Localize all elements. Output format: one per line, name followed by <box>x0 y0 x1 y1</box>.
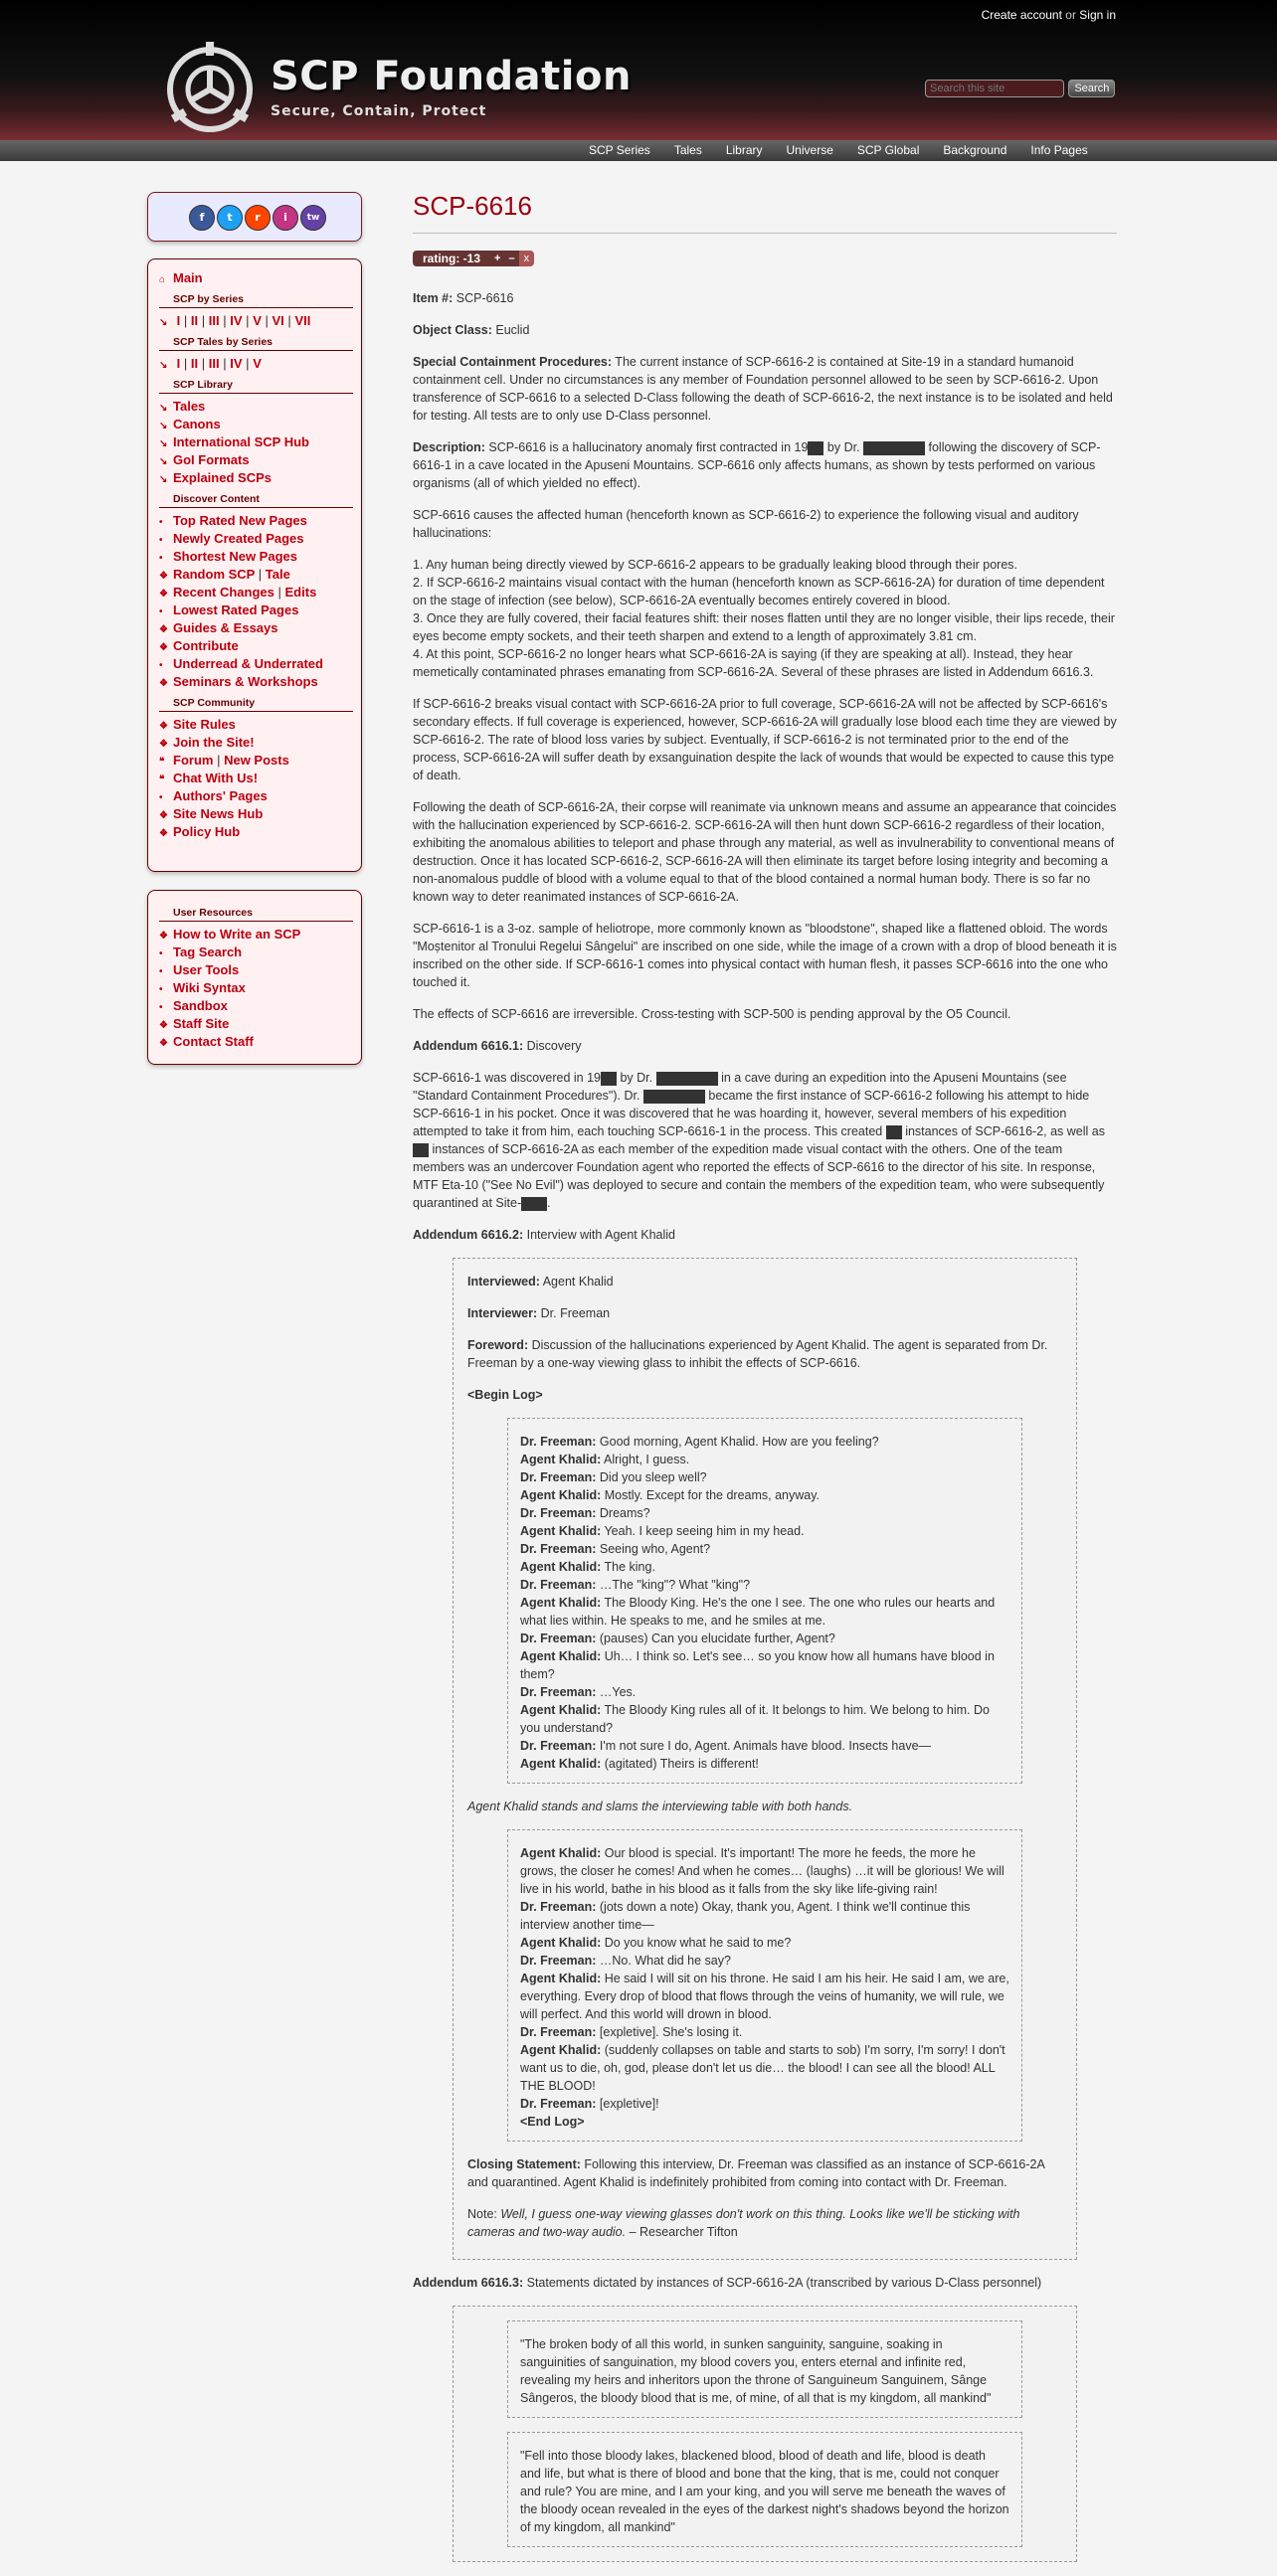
log-line: Agent Khalid: (suddenly collapses on table and starts to sob) I'm sorry, I'm sorry! I don't want us to die, oh, god, please don't let us die… the blood! I can see all the blood! ALL THE BLOOD! <box>520 2043 1005 2093</box>
series-6-link[interactable]: VI <box>272 313 284 328</box>
following-paragraph: Following the death of SCP-6616-2A, their corpse will reanimate via unknown means and assume an appearance that coincides with the hallucination experienced by SCP-6616-2. SCP-6616-2A will then hunt down SCP-6616-2 regardless of their location, exhibiting the anomalous abilities to teleport and phase through any material, as well as invulnerability to conventional means of destruction. Once it has located SCP-6616-2, SCP-6616-2A will then eliminate its target before losing integrity and becoming a non-anomalous puddle of blood with a volume equal to that of the blood contained a normal human body. There is so far no known way to deter reanimated instances of SCP-6616-2A. <box>413 800 1117 904</box>
social-box <box>147 192 362 242</box>
series-3-link[interactable]: III <box>208 313 220 328</box>
menu-lowest-rated[interactable]: • Lowest Rated Pages <box>159 601 353 619</box>
edits-link[interactable]: Edits <box>284 585 317 600</box>
log-line: Dr. Freeman: (jots down a note) Okay, thank you, Agent. I think we'll continue this interview another time— <box>520 1900 971 1932</box>
bullet-icon: ↘ <box>159 403 168 414</box>
interviewer: Interviewer: Dr. Freeman <box>467 1306 611 1320</box>
slams-note: Agent Khalid stands and slams the interviewing table with both hands. <box>467 1800 853 1813</box>
menu-user-tools[interactable]: • User Tools <box>159 961 353 979</box>
rating-value: rating: -13 <box>413 251 490 266</box>
menu-sandbox[interactable]: • Sandbox <box>159 997 353 1015</box>
log-line: Dr. Freeman: I'm not sure I do, Agent. Animals have blood. Insects have— <box>520 1739 932 1753</box>
site-name[interactable]: SCP Foundation <box>271 54 632 99</box>
menu-head-resources: User Resources <box>159 907 353 922</box>
menu-library-canons[interactable]: ↘ Canons <box>159 416 353 433</box>
menu-policy-hub[interactable]: ❖ Policy Hub <box>159 823 353 841</box>
nav-library[interactable]: Library <box>725 143 763 157</box>
menu-head-tales: SCP Tales by Series <box>159 336 353 351</box>
random-tale-link[interactable]: Tale <box>265 567 290 582</box>
diamond-icon: ❖ <box>159 810 168 821</box>
causes-paragraph: SCP-6616 causes the affected human (henceforth known as SCP-6616-2) to experience the following visual and auditory hallucinations: <box>413 508 1079 540</box>
rate-cancel-button[interactable]: x <box>519 251 535 266</box>
diamond-icon: ❖ <box>159 1038 168 1049</box>
interview-box <box>453 1258 1077 2260</box>
search-form <box>925 79 1115 97</box>
menu-site-rules[interactable]: ❖ Site Rules <box>159 716 353 734</box>
statements-box <box>453 2306 1077 2562</box>
tales-4-link[interactable]: IV <box>230 356 243 371</box>
log-line: Agent Khalid: The Bloody King. He's the one I see. The one who rules our hearts and what lies within. He speaks to me, and he smiles at me. <box>520 1596 996 1628</box>
addendum-1-heading: Addendum 6616.1: Discovery <box>413 1039 582 1053</box>
account-or: or <box>1061 8 1080 22</box>
bullet-icon: ↘ <box>159 317 168 328</box>
menu-underread[interactable]: • Underread & Underrated <box>159 655 353 673</box>
breaks-paragraph: If SCP-6616-2 breaks visual contact with SCP-6616-2A prior to full coverage, SCP-6616-2A will not be affected by SCP-6616's secondary effects. If full coverage is experienced, however, SCP-6616-2A will gradually lose blood each time they are viewed by SCP-6616-2. The rate of blood loss varies by subject. Eventually, if SCP-6616-2 is not terminated prior to the end of the process, SCP-6616-2A will suffer death by exsanguination despite the lack of wounds that would be expected to cause this type of death. <box>413 697 1117 782</box>
tales-3-link[interactable]: III <box>208 356 220 371</box>
log-line: Agent Khalid: Mostly. Except for the dreams, anyway. <box>520 1488 821 1502</box>
end-log: <End Log> <box>520 2115 585 2129</box>
speech-icon: ❝ <box>159 774 165 785</box>
nav-info-pages[interactable]: Info Pages <box>1030 143 1088 157</box>
recent-changes-link[interactable]: Recent Changes <box>173 585 274 600</box>
bullet-icon: • <box>159 606 163 617</box>
random-scp-link[interactable]: Random SCP <box>173 567 256 582</box>
bullet-icon: • <box>159 966 163 977</box>
series-5-link[interactable]: V <box>253 313 262 328</box>
log-line: Agent Khalid: Our blood is special. It's important! The more he feeds, the more he grows, the closer he comes! And when he comes… (laughs) …it will be glorious! We will live in his world, bathe in his blood as it falls from the sky like life-giving rain! <box>520 1846 1004 1896</box>
bullet-icon: • <box>159 517 163 528</box>
log-line: Agent Khalid: Do you know what he said to me? <box>520 1936 792 1950</box>
menu-contact-staff[interactable]: ❖ Contact Staff <box>159 1033 353 1051</box>
log-line: Agent Khalid: He said I will sit on his throne. He said I am his heir. He said I am, we are, everything. Every drop of blood that flows through the veins of humanity, we will rule, we will perfect. And this world will drown in blood. <box>520 1972 1009 2021</box>
twitter-icon[interactable]: t <box>217 205 243 231</box>
scp-logo-icon[interactable] <box>162 42 258 137</box>
log-line: Dr. Freeman: (pauses) Can you elucidate further, Agent? <box>520 1631 835 1645</box>
menu-main[interactable]: ⌂ Main <box>159 269 353 287</box>
menu-head-discover: Discover Content <box>159 493 353 508</box>
nav-scp-series[interactable]: SCP Series <box>589 143 650 157</box>
account-links <box>982 8 1116 22</box>
menu-head-series: SCP by Series <box>159 293 353 308</box>
diamond-icon: ❖ <box>159 624 168 635</box>
menu-seminars[interactable]: ❖ Seminars & Workshops <box>159 673 353 691</box>
description: Description: SCP-6616 is a hallucinatory anomaly first contracted in 19 by Dr. following the discovery of SCP-6616-1 in a cave located in the Apuseni Mountains. SCP-6616 only affects humans, as shown by tests performed on various organisms (all of which yielded no effect). <box>413 440 1101 490</box>
bullet-icon: ↘ <box>159 360 168 371</box>
nav-scp-global[interactable]: SCP Global <box>856 143 920 157</box>
reddit-icon[interactable]: r <box>245 205 271 231</box>
diamond-icon: ❖ <box>159 721 168 732</box>
item-number: Item #: SCP-6616 <box>413 291 514 305</box>
diamond-icon: ❖ <box>159 1020 168 1031</box>
redaction-block <box>643 1090 705 1104</box>
page-title: SCP-6616 <box>413 197 1117 234</box>
effects-paragraph: The effects of SCP-6616 are irreversible. Cross-testing with SCP-500 is pending approval by the O5 Council. <box>413 1007 1011 1021</box>
redaction-block <box>656 1072 718 1086</box>
search-input[interactable] <box>925 80 1064 97</box>
site-header <box>0 0 1277 140</box>
diamond-icon: ❖ <box>159 571 168 582</box>
diamond-icon: ❖ <box>159 739 168 750</box>
bullet-icon: ↘ <box>159 438 168 449</box>
researcher-note: Note: Well, I guess one-way viewing glasses don't work on this thing. Looks like we'll be sticking with cameras and two-way audio. – Researcher Tifton <box>467 2207 1020 2239</box>
new-posts-link[interactable]: New Posts <box>224 753 289 768</box>
instagram-icon[interactable]: i <box>273 205 298 231</box>
menu-contribute[interactable]: ❖ Contribute <box>159 637 353 655</box>
statement: "Fell into those bloody lakes, blackened blood, blood of death and life, blood is death and life, but what is there of blood and bone that the king, that is me, could not conquer and rule? You are mine, and I am your king, and you will serve me beneath the waves of the bloody ocean revealed in the eyes of the darkest night's shadows beyond the horizon of my kingdom, all mankind" <box>507 2432 1022 2547</box>
log-line: Dr. Freeman: Good morning, Agent Khalid. How are you feeling? <box>520 1435 879 1449</box>
interviewed: Interviewed: Agent Khalid <box>467 1275 614 1288</box>
log-line: Agent Khalid: The king. <box>520 1560 655 1574</box>
menu-tag-search[interactable]: • Tag Search <box>159 944 353 961</box>
closing-statement: Closing Statement: Following this interview, Dr. Freeman was classified as an instance of SCP-6616-2A and quarantined. Agent Khalid is indefinitely prohibited from coming into contact with Dr. Freeman. <box>467 2157 1045 2189</box>
bullet-icon: ↘ <box>159 474 168 485</box>
series-2-link[interactable]: II <box>190 313 199 328</box>
bullet-icon: • <box>159 535 163 546</box>
menu-wiki-syntax[interactable]: • Wiki Syntax <box>159 979 353 997</box>
menu-staff-site[interactable]: ❖ Staff Site <box>159 1015 353 1033</box>
log-line: Dr. Freeman: …Yes. <box>520 1685 637 1699</box>
menu-news-hub[interactable]: ❖ Site News Hub <box>159 805 353 823</box>
diamond-icon: ❖ <box>159 931 168 942</box>
object-class: Object Class: Euclid <box>413 323 530 337</box>
bullet-icon: • <box>159 660 163 671</box>
facebook-icon[interactable]: f <box>189 205 215 231</box>
log-line: Dr. Freeman: [expletive]. She's losing it. <box>520 2025 743 2039</box>
log-block-2 <box>507 1829 1022 2142</box>
foreword: Foreword: Discussion of the hallucinations experienced by Agent Khalid. The agent is separated from Dr. Freeman by a one-way viewing glass to inhibit the effects of SCP-6616. <box>467 1338 1048 1370</box>
log-line: Agent Khalid: The Bloody King rules all of it. It belongs to him. We belong to him. Do you understand? <box>520 1703 990 1735</box>
diamond-icon: ❖ <box>159 642 168 653</box>
menu-library-tales[interactable]: ↘ Tales <box>159 398 353 416</box>
home-icon: ⌂ <box>159 274 166 285</box>
redaction-block <box>413 1143 429 1157</box>
menu-how-to-write[interactable]: ❖ How to Write an SCP <box>159 926 353 944</box>
menu-head-community: SCP Community <box>159 697 353 712</box>
log-block-1 <box>507 1418 1022 1784</box>
log-line: Dr. Freeman: …No. What did he say? <box>520 1954 731 1968</box>
menu-shortest-new[interactable]: • Shortest New Pages <box>159 548 353 566</box>
addendum-3-heading: Addendum 6616.3: Statements dictated by instances of SCP-6616-2A (transcribed by various D-Class personnel) <box>413 2276 1042 2290</box>
redaction-block <box>601 1072 617 1086</box>
redaction-block <box>863 441 925 455</box>
rating-module <box>413 251 1117 266</box>
diamond-icon: ❖ <box>159 589 168 600</box>
begin-log: <Begin Log> <box>467 1388 543 1402</box>
diamond-icon: ❖ <box>159 678 168 689</box>
speech-icon: ❝ <box>159 757 165 768</box>
hallucination-list: 1. Any human being directly viewed by SCP-6616-2 appears to be gradually leaking blood through their pores. 2. If SCP-6616-2 maintains visual contact with the human (henceforth known as SCP-6616-2A) for duration of time dependent on the stage of infection (see below), SCP-6616-2A eventually becomes entirely covered in blood. 3. Once they are fully covered, their facial features shift: their noses flatten until they are no longer visible, their lips recede, their eyes become empty sockets, and their teeth sharpen and extend to a length of approximately 3.81 cm. 4. At this point, SCP-6616-2 no longer hears what SCP-6616-2A is saying (if they are speaking at all). Instead, they hear memetically contaminated phrases emanating from SCP-6616-2A. Several of these phrases are listed in Addendum 6616.3. <box>413 558 1115 679</box>
side-menu <box>147 258 362 872</box>
tales-1-link[interactable]: I <box>176 356 181 371</box>
menu-head-library: SCP Library <box>159 379 353 394</box>
series-7-link[interactable]: VII <box>294 313 311 328</box>
series-1-link[interactable]: I <box>176 313 181 328</box>
page-content <box>413 192 1117 2576</box>
nav-universe[interactable]: Universe <box>786 143 833 157</box>
menu-library-hub[interactable]: ↘ International SCP Hub <box>159 433 353 451</box>
diamond-icon: ❖ <box>159 828 168 839</box>
menu-newly-created[interactable]: • Newly Created Pages <box>159 530 353 548</box>
log-line: Dr. Freeman: [expletive]! <box>520 2097 659 2111</box>
redaction-block <box>521 1197 547 1211</box>
menu-library-explained[interactable]: ↘ Explained SCPs <box>159 469 353 487</box>
redaction-block <box>886 1125 902 1139</box>
redaction-block <box>808 441 823 455</box>
user-resources-menu <box>147 890 362 1065</box>
bullet-icon: • <box>159 792 163 803</box>
tales-5-link[interactable]: V <box>253 356 262 371</box>
statement: "The broken body of all this world, in sunken sanguinity, sanguine, soaking in sanguinities of sanguination, my blood covers you, enters eternal and infinite red, revealing my heirs and inheritors upon the throne of Sanguineum Sanguinem, Sânge Sângeros, the bloody blood that is me, of mine, of all that is my kingdom, all mankind" <box>507 2320 1022 2418</box>
nav-tales[interactable]: Tales <box>673 143 702 157</box>
menu-guides[interactable]: ❖ Guides & Essays <box>159 619 353 637</box>
forum-link[interactable]: Forum <box>173 753 214 768</box>
log-line: Agent Khalid: Alright, I guess. <box>520 1453 690 1466</box>
menu-library-goi[interactable]: ↘ GoI Formats <box>159 451 353 469</box>
bullet-icon: • <box>159 984 163 995</box>
series-4-link[interactable]: IV <box>230 313 243 328</box>
menu-chat[interactable]: ❝ Chat With Us! <box>159 770 353 787</box>
top-nav <box>577 140 1100 161</box>
log-line: Dr. Freeman: Seeing who, Agent? <box>520 1542 711 1556</box>
bullet-icon: ↘ <box>159 456 168 467</box>
search-button[interactable]: Search <box>1068 80 1115 97</box>
menu-random: ❖ Random SCP | Tale <box>159 566 353 584</box>
bullet-icon: • <box>159 553 163 564</box>
site-slogan: Secure, Contain, Protect <box>271 103 487 119</box>
bullet-icon: ↘ <box>159 421 168 431</box>
tales-2-link[interactable]: II <box>190 356 199 371</box>
nav-background[interactable]: Background <box>943 143 1007 157</box>
create-account-link[interactable]: Create account <box>981 8 1062 22</box>
menu-authors[interactable]: • Authors' Pages <box>159 787 353 805</box>
bullet-icon: • <box>159 1002 163 1013</box>
menu-join[interactable]: ❖ Join the Site! <box>159 734 353 752</box>
rate-up-button[interactable]: + <box>490 251 504 266</box>
rate-down-button[interactable]: – <box>504 251 518 266</box>
log-line: Agent Khalid: Uh… I think so. Let's see… so you know how all humans have blood in them? <box>520 1649 995 1681</box>
menu-tales-links: ↘ I | II | III | IV | V <box>159 355 353 373</box>
menu-forum: ❝ Forum | New Posts <box>159 752 353 770</box>
log-line: Dr. Freeman: Dreams? <box>520 1506 650 1520</box>
log-line: Agent Khalid: Yeah. I keep seeing him in my head. <box>520 1524 805 1538</box>
addendum-2-heading: Addendum 6616.2: Interview with Agent Khalid <box>413 1228 676 1242</box>
addendum-1-text: SCP-6616-1 was discovered in 19 by Dr. in a cave during an expedition into the Apuseni Mountains (see "Standard Containment Procedures"). Dr. became the first instance of SCP-6616-2 following his attempt to hide SCP-6616-1 in his pocket. Once it was discovered that he was hoarding it, however, several members of his expedition attempted to take it from him, each touching SCP-6616-1 in the process. This created instances of SCP-6616-2, as well as instances of SCP-6616-2A as each member of the expedition made visual contact with the others. One of the team members was an undercover Foundation agent who reported the effects of SCP-6616 to the director of his site. In response, MTF Eta-10 ("See No Evil") was deployed to secure and contain the members of the expedition team, who were subsequently quarantined at Site- . <box>413 1071 1105 1210</box>
bullet-icon: • <box>159 948 163 959</box>
containment-procedures: Special Containment Procedures: The current instance of SCP-6616-2 is contained at Site-19 in a standard humanoid containment cell. Under no circumstances is any member of Foundation personnel allowed to be seen by SCP-6616-2. Upon transference of SCP-6616 to a selected D-Class following the death of SCP-6616-2, the next instance is to be isolated and held for testing. All tests are to only use D-Class personnel. <box>413 355 1113 423</box>
menu-top-rated[interactable]: • Top Rated New Pages <box>159 512 353 530</box>
log-line: Agent Khalid: (agitated) Theirs is different! <box>520 1757 759 1771</box>
bloodstone-paragraph: SCP-6616-1 is a 3-oz. sample of heliotrope, more commonly known as "bloodstone", shaped like a flattened obloid. The words "Moștenitor al Tronului Regelui Sângelui" are inscribed on one side, while the image of a crown with a drop of blood beneath it is inscribed on the other side. If SCP-6616-1 comes into physical contact with human flesh, it passes SCP-6616 into the one who touched it. <box>413 922 1117 989</box>
sign-in-link[interactable]: Sign in <box>1079 8 1116 22</box>
menu-series-links: ↘ I | II | III | IV | V | VI | VII <box>159 312 353 330</box>
log-line: Dr. Freeman: …The "king"? What "king"? <box>520 1578 751 1592</box>
log-line: Dr. Freeman: Did you sleep well? <box>520 1470 707 1484</box>
twitch-icon[interactable]: tw <box>300 205 326 231</box>
menu-recent: ❖ Recent Changes | Edits <box>159 584 353 601</box>
